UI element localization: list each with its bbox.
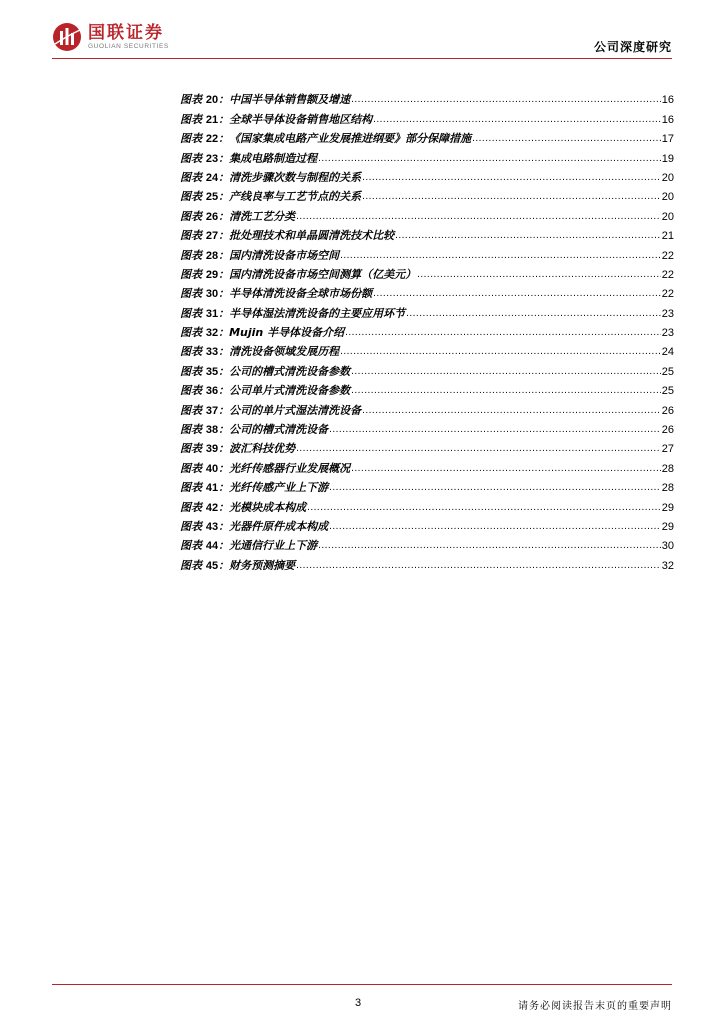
toc-entry-page: 16 — [661, 113, 674, 126]
toc-entry-page: 20 — [661, 210, 674, 223]
toc-leader-dots — [362, 404, 661, 418]
toc-entry-title: 公司单片式清洗设备参数 — [229, 384, 351, 398]
toc-entry-label: 图表 36： — [180, 384, 230, 398]
toc-entry-page: 22 — [661, 249, 674, 262]
toc-entry-number: 23 — [205, 152, 219, 165]
toc-entry-label: 图表 45： — [180, 558, 230, 572]
company-logo — [52, 22, 169, 52]
toc-entry[interactable] — [180, 340, 674, 359]
toc-entry-number: 31 — [205, 307, 219, 320]
toc-entry-title: 公司的单片式湿法清洗设备 — [229, 403, 362, 417]
toc-entry-number: 43 — [205, 520, 219, 533]
toc-entry[interactable] — [180, 127, 674, 146]
toc-entry-page: 22 — [661, 288, 674, 301]
toc-entry[interactable] — [180, 379, 674, 398]
toc-entry-title: 产线良率与工艺节点的关系 — [229, 190, 362, 204]
toc-entry-number: 42 — [205, 501, 219, 514]
toc-entry[interactable] — [180, 166, 674, 185]
toc-entry-number: 24 — [205, 171, 219, 184]
header-divider — [52, 58, 672, 59]
toc-entry[interactable] — [180, 204, 674, 223]
toc-leader-dots — [362, 171, 661, 185]
toc-entry[interactable] — [180, 534, 674, 553]
toc-entry-label: 图表 37： — [180, 403, 230, 417]
toc-entry-page: 25 — [661, 385, 674, 398]
page-number: 3 — [355, 997, 362, 1009]
toc-leader-dots — [351, 365, 661, 379]
toc-entry[interactable] — [180, 553, 674, 572]
toc-entry-number: 36 — [205, 385, 219, 398]
toc-entry-label: 图表 31： — [180, 306, 230, 320]
toc-entry-label: 图表 42： — [180, 500, 230, 514]
toc-leader-dots — [296, 442, 661, 456]
toc-entry-number: 28 — [205, 249, 219, 262]
toc-entry-title: 全球半导体设备销售地区结构 — [229, 112, 373, 126]
toc-entry-label: 图表 20： — [180, 93, 230, 107]
toc-leader-dots — [296, 210, 661, 224]
toc-entry-page: 25 — [661, 365, 674, 378]
toc-entry-title: 半导体湿法清洗设备的主要应用环节 — [229, 306, 406, 320]
toc-entry[interactable] — [180, 437, 674, 456]
toc-entry-label: 图表 39： — [180, 442, 230, 456]
toc-leader-dots — [417, 268, 661, 282]
toc-entry-page: 29 — [661, 520, 674, 533]
toc-entry-title: 公司的槽式清洗设备参数 — [229, 364, 351, 378]
toc-entry-label: 图表 27： — [180, 229, 230, 243]
toc-leader-dots — [472, 132, 661, 146]
guolian-logo-icon — [52, 22, 82, 52]
toc-entry-label: 图表 30： — [180, 287, 230, 301]
toc-leader-dots — [307, 501, 661, 515]
toc-entry[interactable] — [180, 146, 674, 165]
toc-entry-title: 光模块成本构成 — [229, 500, 307, 514]
toc-leader-dots — [345, 326, 661, 340]
logo-english-name: GUOLIAN SECURITIES — [88, 42, 169, 50]
toc-entry[interactable] — [180, 107, 674, 126]
figure-list — [180, 88, 674, 573]
page-header — [0, 0, 724, 62]
toc-entry-number: 29 — [205, 268, 219, 281]
footer-disclaimer: 请务必阅读报告末页的重要声明 — [518, 1001, 672, 1012]
toc-entry-page: 20 — [661, 171, 674, 184]
toc-leader-dots — [329, 481, 661, 495]
toc-entry-number: 37 — [205, 404, 219, 417]
toc-entry-number: 35 — [205, 365, 219, 378]
toc-entry-page: 32 — [661, 559, 674, 572]
toc-entry[interactable] — [180, 224, 674, 243]
toc-entry[interactable] — [180, 418, 674, 437]
toc-entry-title: 清洗步骤次数与制程的关系 — [229, 170, 362, 184]
toc-entry-page: 22 — [661, 268, 674, 281]
toc-entry-label: 图表 33： — [180, 345, 230, 359]
toc-entry-number: 21 — [205, 113, 219, 126]
toc-entry-page: 26 — [661, 404, 674, 417]
toc-entry-page: 17 — [661, 133, 674, 146]
toc-entry-label: 图表 23： — [180, 151, 230, 165]
footer-divider — [52, 984, 672, 985]
toc-leader-dots — [395, 229, 661, 243]
toc-entry-title: 波汇科技优势 — [229, 442, 296, 456]
toc-entry-title: Mujin 半导体设备介绍 — [229, 326, 345, 340]
toc-entry-number: 26 — [205, 210, 219, 223]
toc-entry-page: 23 — [661, 307, 674, 320]
toc-entry-label: 图表 25： — [180, 190, 230, 204]
toc-entry-number: 27 — [205, 230, 219, 243]
toc-entry-title: 光通信行业上下游 — [229, 539, 318, 553]
toc-entry-number: 44 — [205, 540, 219, 553]
toc-entry[interactable] — [180, 185, 674, 204]
toc-entry[interactable] — [180, 301, 674, 320]
toc-entry-label: 图表 22： — [180, 132, 230, 146]
toc-entry-label: 图表 41： — [180, 481, 230, 495]
toc-leader-dots — [340, 345, 661, 359]
report-type-label: 公司深度研究 — [593, 40, 672, 54]
toc-leader-dots — [362, 190, 661, 204]
toc-entry-number: 41 — [205, 482, 219, 495]
toc-entry-label: 图表 21： — [180, 112, 230, 126]
toc-entry[interactable] — [180, 398, 674, 417]
toc-entry-page: 16 — [661, 94, 674, 107]
toc-leader-dots — [340, 249, 661, 263]
toc-entry-title: 财务预测摘要 — [229, 558, 296, 572]
toc-entry-number: 38 — [205, 424, 219, 437]
toc-entry-title: 光器件原件成本构成 — [229, 519, 329, 533]
toc-entry[interactable] — [180, 495, 674, 514]
toc-entry[interactable] — [180, 263, 674, 282]
toc-entry-label: 图表 28： — [180, 248, 230, 262]
toc-entry-title: 中国半导体销售额及增速 — [229, 93, 351, 107]
toc-entry-number: 40 — [205, 462, 219, 475]
toc-entry-title: 清洗工艺分类 — [229, 209, 296, 223]
toc-entry-page: 28 — [661, 482, 674, 495]
toc-leader-dots — [329, 423, 661, 437]
toc-entry-title: 公司的槽式清洗设备 — [229, 423, 329, 437]
toc-entry[interactable] — [180, 321, 674, 340]
toc-entry-title: 国内清洗设备市场空间 — [229, 248, 340, 262]
toc-entry-title: 《国家集成电路产业发展推进纲要》部分保障措施 — [229, 132, 472, 146]
toc-entry-number: 39 — [205, 443, 219, 456]
toc-entry[interactable] — [180, 88, 674, 107]
toc-entry-title: 清洗设备领域发展历程 — [229, 345, 340, 359]
toc-leader-dots — [373, 113, 661, 127]
toc-leader-dots — [296, 559, 661, 573]
toc-entry-page: 23 — [661, 327, 674, 340]
toc-entry-title: 光纤传感器行业发展概况 — [229, 461, 351, 475]
toc-entry-page: 27 — [661, 443, 674, 456]
toc-entry[interactable] — [180, 282, 674, 301]
toc-entry-label: 图表 35： — [180, 364, 230, 378]
toc-entry-page: 24 — [661, 346, 674, 359]
toc-leader-dots — [351, 93, 661, 107]
toc-entry-page: 30 — [661, 540, 674, 553]
toc-entry-label: 图表 24： — [180, 170, 230, 184]
toc-leader-dots — [329, 520, 661, 534]
toc-entry-number: 25 — [205, 191, 219, 204]
toc-entry[interactable] — [180, 243, 674, 262]
toc-entry-label: 图表 32： — [180, 326, 230, 340]
toc-entry-label: 图表 43： — [180, 519, 230, 533]
toc-entry-number: 32 — [205, 327, 219, 340]
toc-entry-number: 30 — [205, 288, 219, 301]
toc-entry-number: 45 — [205, 559, 219, 572]
toc-entry-page: 29 — [661, 501, 674, 514]
toc-entry-label: 图表 40： — [180, 461, 230, 475]
logo-chinese-name: 国联证券 — [88, 22, 164, 43]
toc-leader-dots — [373, 287, 661, 301]
toc-entry-label: 图表 26： — [180, 209, 230, 223]
toc-leader-dots — [318, 152, 661, 166]
toc-entry-label: 图表 44： — [180, 539, 230, 553]
toc-entry-title: 国内清洗设备市场空间测算（亿美元） — [229, 267, 417, 281]
toc-entry-title: 半导体清洗设备全球市场份额 — [229, 287, 373, 301]
toc-entry-number: 33 — [205, 346, 219, 359]
toc-entry-page: 20 — [661, 191, 674, 204]
toc-entry[interactable] — [180, 359, 674, 378]
toc-entry-page: 26 — [661, 424, 674, 437]
toc-entry-page: 21 — [661, 230, 674, 243]
toc-leader-dots — [406, 307, 661, 321]
toc-entry-title: 光纤传感产业上下游 — [229, 481, 329, 495]
toc-leader-dots — [351, 384, 661, 398]
toc-entry-page: 19 — [661, 152, 674, 165]
toc-entry-title: 批处理技术和单晶圆清洗技术比较 — [229, 229, 395, 243]
toc-entry-label: 图表 38： — [180, 423, 230, 437]
toc-entry[interactable] — [180, 515, 674, 534]
toc-leader-dots — [351, 462, 661, 476]
toc-entry[interactable] — [180, 456, 674, 475]
toc-leader-dots — [318, 539, 661, 553]
toc-entry-number: 20 — [205, 94, 219, 107]
toc-entry-page: 28 — [661, 462, 674, 475]
toc-entry-number: 22 — [205, 133, 219, 146]
toc-entry[interactable] — [180, 476, 674, 495]
toc-entry-title: 集成电路制造过程 — [229, 151, 318, 165]
toc-entry-label: 图表 29： — [180, 267, 230, 281]
